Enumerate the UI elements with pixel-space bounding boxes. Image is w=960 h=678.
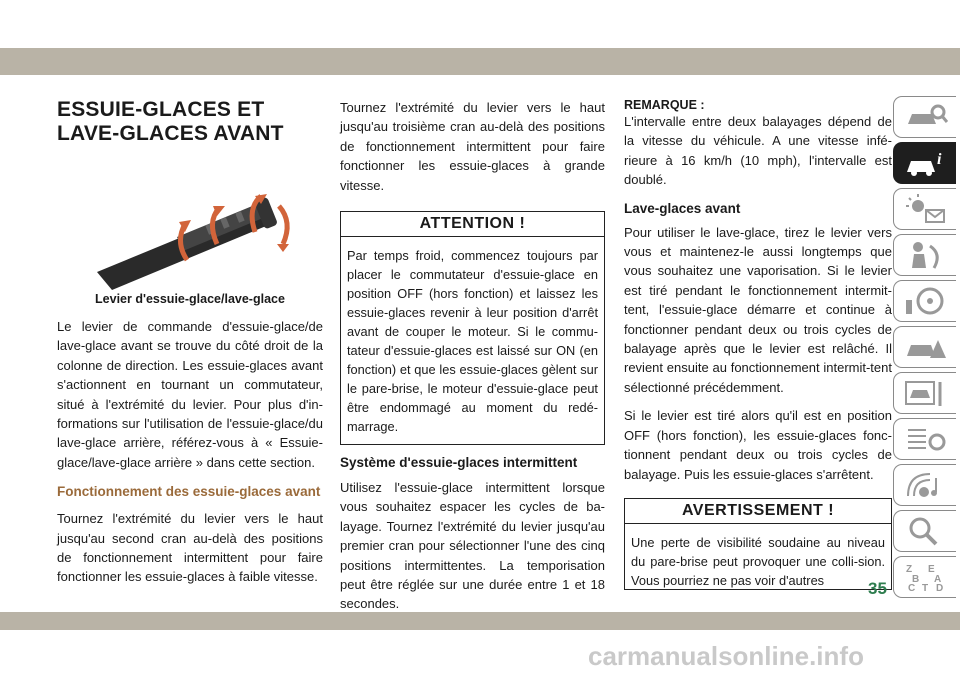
wiper-lever-icon (57, 152, 323, 292)
tab-specs[interactable] (893, 418, 956, 460)
svg-text:A: A (934, 574, 942, 585)
light-message-icon (904, 194, 948, 224)
tab-light-message[interactable] (893, 188, 956, 230)
warning-box (624, 498, 892, 590)
low-speed-paragraph: Tournez l'extrémité du levier vers le haut jusqu'au second cran au-delà des positions de fonctionnement intermittent pour faire fonctionner les essuie-glaces à faible vitesse. (57, 511, 323, 585)
high-speed-paragraph: Tournez l'extrémité du levier vers le haut jusqu'au troisième cran au-delà des positions de fonctionnement intermittent pour faire fonctionner les essuie-glaces à grande vitesse. (340, 100, 605, 193)
title-line-1: ESSUIE-GLACES ET (57, 98, 265, 121)
intro-paragraph: Le levier de commande d'essuie-glace/de lave-glace avant se trouve du côté droit de la colonne de direction. Les essuie-glaces avant s'actionnent en tournant un commutateur, situé à l'extrémité du levier. Pour plus d'in-formations sur l'utilisation de l'essuie-glace/du lave-glace arrière, référez-vous à « Essuie-glace/lave-glace arrière » dans cette section. (57, 319, 323, 470)
intermittent-paragraph: Utilisez l'essuie-glace intermittent lorsque vous souhaitez espacer les cycles de ba-layage. Tournez l'extrémité du levier jusqu'au premier cran pour sélectionner l'une des cinq positions intermittentes. La temporisation peut être réglée sur une durée entre 1 et 18 secondes. (340, 480, 605, 612)
subheading-front-wipers: Fonctionnement des essuie-glaces avant (57, 484, 321, 500)
left-column (57, 98, 323, 587)
svg-text:Z: Z (906, 564, 913, 575)
tab-warning-road[interactable] (893, 326, 956, 368)
page-number: 35 (868, 579, 887, 598)
attention-title: ATTENTION ! (341, 212, 604, 237)
tab-safety[interactable] (893, 234, 956, 276)
svg-text:T: T (922, 583, 929, 592)
car-search-icon (904, 102, 948, 132)
tab-multimedia[interactable] (893, 464, 956, 506)
top-band (0, 48, 960, 75)
washer-paragraph-1: Pour utiliser le lave-glace, tirez le levier vers vous et maintenez-le aussi longtemps que vous souhaitez une vaporisation. Si le levier est tiré pendant le fonctionnement intermit-tent, l'essuie-glace démarre et continue à fonctionner pendant deux ou trois cycles de balayage après que le levier est relâché. Il revient ensuite au fonctionnement intermit-tent sélectionné précédemment. (624, 224, 892, 395)
attention-body: Par temps froid, commencez toujours par placer le commutateur d'essuie-glace en position OFF (hors fonction) et laissez les essuie-glaces revenir à leur position d'arrêt avant de couper le moteur. Si le commu-tateur d'essuie-glaces est laissé sur ON (en fonction) et que les essuie-glaces gèlent sur le pare-brise, le moteur d'essuie-glace peut être endommagé au moment du redé-marrage. (347, 248, 598, 435)
intermittent-heading: Système d'essuie-glaces intermittent (340, 455, 578, 471)
multimedia-icon (904, 470, 948, 500)
car-service-icon (904, 378, 948, 408)
washer-heading: Lave-glaces avant (624, 200, 741, 216)
bottom-band (0, 612, 960, 630)
svg-text:C: C (908, 583, 916, 592)
footer-watermark: carmanualsonline.info (588, 641, 864, 671)
index-letters-icon (904, 562, 948, 592)
attention-box (340, 211, 605, 445)
tab-search[interactable] (893, 510, 956, 552)
tab-car-service[interactable] (893, 372, 956, 414)
tab-car-search[interactable] (893, 96, 956, 138)
wiper-lever-illustration (57, 152, 323, 292)
note-label: REMARQUE : (624, 98, 705, 112)
svg-text:E: E (928, 564, 935, 575)
search-icon (904, 516, 948, 546)
title-line-2: LAVE-GLACES AVANT (57, 122, 284, 145)
section-title (57, 98, 323, 146)
warning-title: AVERTISSEMENT ! (625, 499, 891, 524)
right-column (624, 98, 892, 590)
tab-index[interactable] (893, 556, 956, 598)
safety-airbag-icon (904, 240, 948, 270)
image-caption: Levier d'essuie-glace/lave-glace (95, 292, 285, 306)
tab-steering[interactable] (893, 280, 956, 322)
note-body: L'intervalle entre deux balayages dépend de la vitesse du véhicule. A une vitesse infé-rieure à 16 km/h (10 mph), l'intervalle est doublé. (624, 114, 892, 188)
svg-text:B: B (912, 574, 920, 585)
chapter-tabs (893, 96, 960, 602)
svg-text:i: i (937, 151, 942, 168)
warning-road-icon (904, 332, 948, 362)
washer-paragraph-2: Si le levier est tiré alors qu'il est en position OFF (hors fonction), les essuie-glaces fonc-tionnent pendant deux ou trois cycles de balayage. Puis les essuie-glaces s'arrêtent. (624, 408, 892, 482)
car-info-icon (904, 148, 948, 178)
steering-start-icon (904, 286, 948, 316)
warning-body: Une perte de visibilité soudaine au niveau du pare-brise peut provoquer une colli-sion. Vous pourriez ne pas voir d'autres (631, 534, 885, 588)
specs-gear-icon (904, 424, 948, 454)
tab-car-info[interactable] (893, 142, 956, 184)
middle-column (340, 98, 605, 614)
svg-text:D: D (936, 583, 944, 592)
